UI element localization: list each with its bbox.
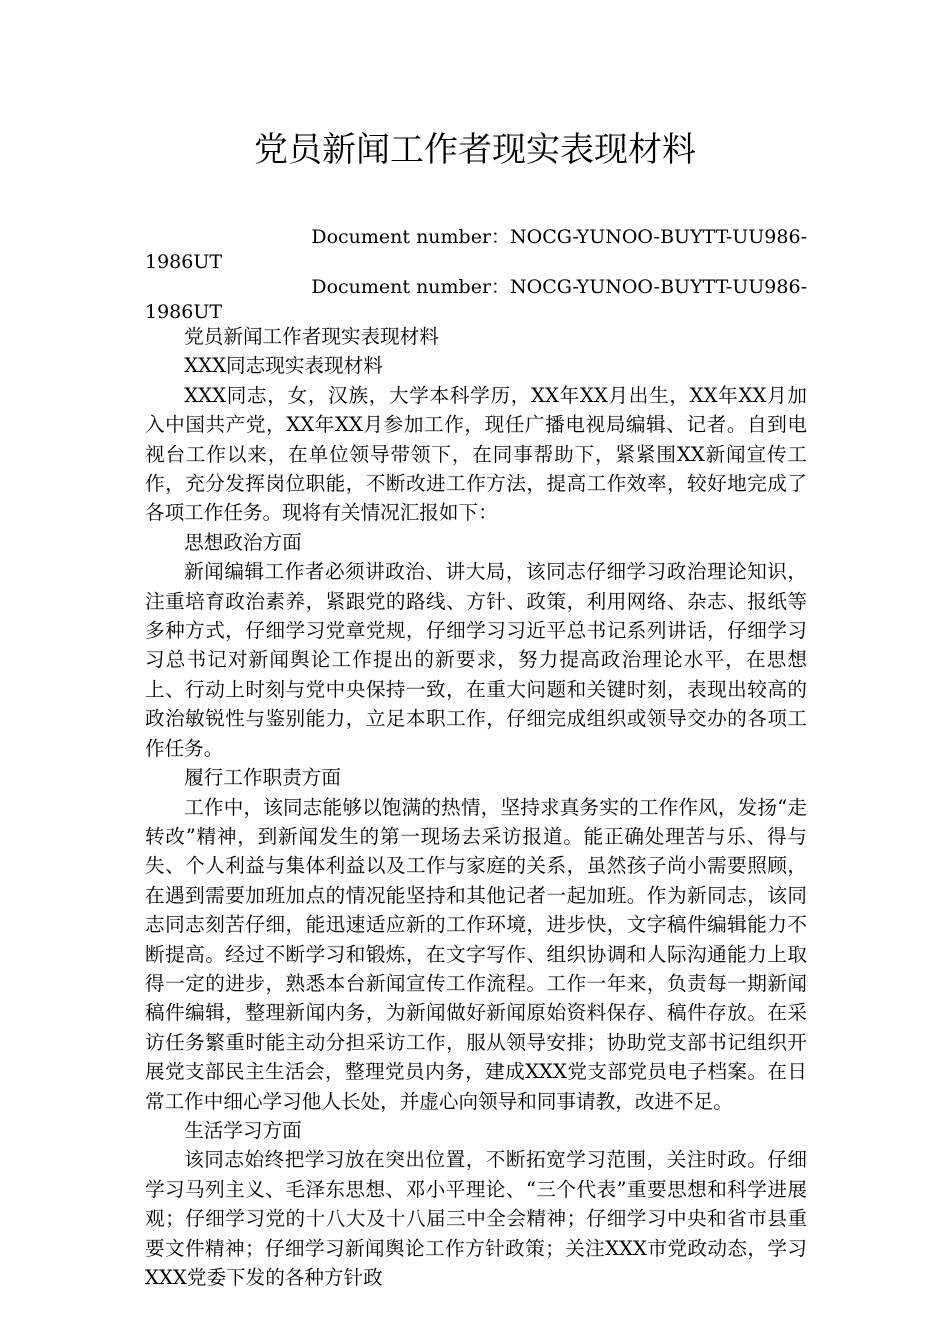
section-heading: 履行工作职责方面 <box>184 766 341 790</box>
document-number-line: Document number：NOCG-YUNOO-BUYTT-UU986- <box>311 276 807 298</box>
document-title: 党员新闻工作者现实表现材料 <box>254 130 696 170</box>
body-paragraph: XXX同志，女，汉族，大学本科学历，XX年XX月出生，XX年XX月加入中国共产党，XX年XX月参加工作，现任广播电视局编辑、记者。自到电视台工作以来，在单位领导带领下，在同事帮助下，紧紧围XX新闻宣传工作，充分发挥岗位职能，不断改进工作方法，提高工作效率，较好地完成了各项工作任务。现将有关情况汇报如下： <box>145 383 807 525</box>
body-paragraph: 新闻编辑工作者必须讲政治、讲大局，该同志仔细学习政治理论知识，注重培育政治素养，紧跟党的路线、方针、政策，利用网络、杂志、报纸等多种方式，仔细学习党章党规，仔细学习习近平总书记系列讲话，仔细学习习总书记对新闻舆论工作提出的新要求，努力提高政治理论水平，在思想上、行动上时刻与党中央保持一致，在重大问题和关键时刻，表现出较高的政治敏锐性与鉴别能力，立足本职工作，仔细完成组织或领导交办的各项工作任务。 <box>145 560 807 760</box>
section-heading: 生活学习方面 <box>184 1118 302 1142</box>
document-number-line: 1986UT <box>145 251 223 273</box>
document-body <box>145 322 807 1292</box>
document-number <box>145 225 807 275</box>
document-number <box>145 275 807 325</box>
body-heading: 党员新闻工作者现实表现材料 <box>184 325 439 348</box>
body-heading: XXX同志现实表现材料 <box>184 354 383 378</box>
document-number-line: 1986UT <box>145 301 223 323</box>
body-paragraph: 工作中，该同志能够以饱满的热情，坚持求真务实的工作作风，发扬“走转改”精神，到新闻发生的第一现场去采访报道。能正确处理苦与乐、得与失、个人利益与集体利益以及工作与家庭的关系，虽然孩子尚小需要照顾，在遇到需要加班加点的情况能坚持和其他记者一起加班。作为新同志，该同志同志刻苦仔细，能迅速适应新的工作环境，进步快，文字稿件编辑能力不断提高。经过不断学习和锻炼，在文字写作、组织协调和人际沟通能力上取得一定的进步，熟悉本台新闻宣传工作流程。工作一年来，负责每一期新闻稿件编辑，整理新闻内务，为新闻做好新闻原始资料保存、稿件存放。在采访任务繁重时能主动分担采访工作，服从领导安排；协助党支部书记组织开展党支部民主生活会，整理党员内务，建成XXX党支部党员电子档案。在日常工作中细心学习他人长处，并虚心向领导和同事请教，改进不足。 <box>145 795 807 1113</box>
body-paragraph: 该同志始终把学习放在突出位置，不断拓宽学习范围，关注时政。仔细学习马列主义、毛泽东思想、邓小平理论、“三个代表”重要思想和科学进展观；仔细学习党的十八大及十八届三中全会精神；仔细学习中央和省市县重要文件精神；仔细学习新闻舆论工作方针政策；关注XXX市党政动态，学习XXX党委下发的各种方针政 <box>145 1148 807 1289</box>
section-heading: 思想政治方面 <box>184 530 302 554</box>
document-number-line: Document number：NOCG-YUNOO-BUYTT-UU986- <box>311 226 807 248</box>
